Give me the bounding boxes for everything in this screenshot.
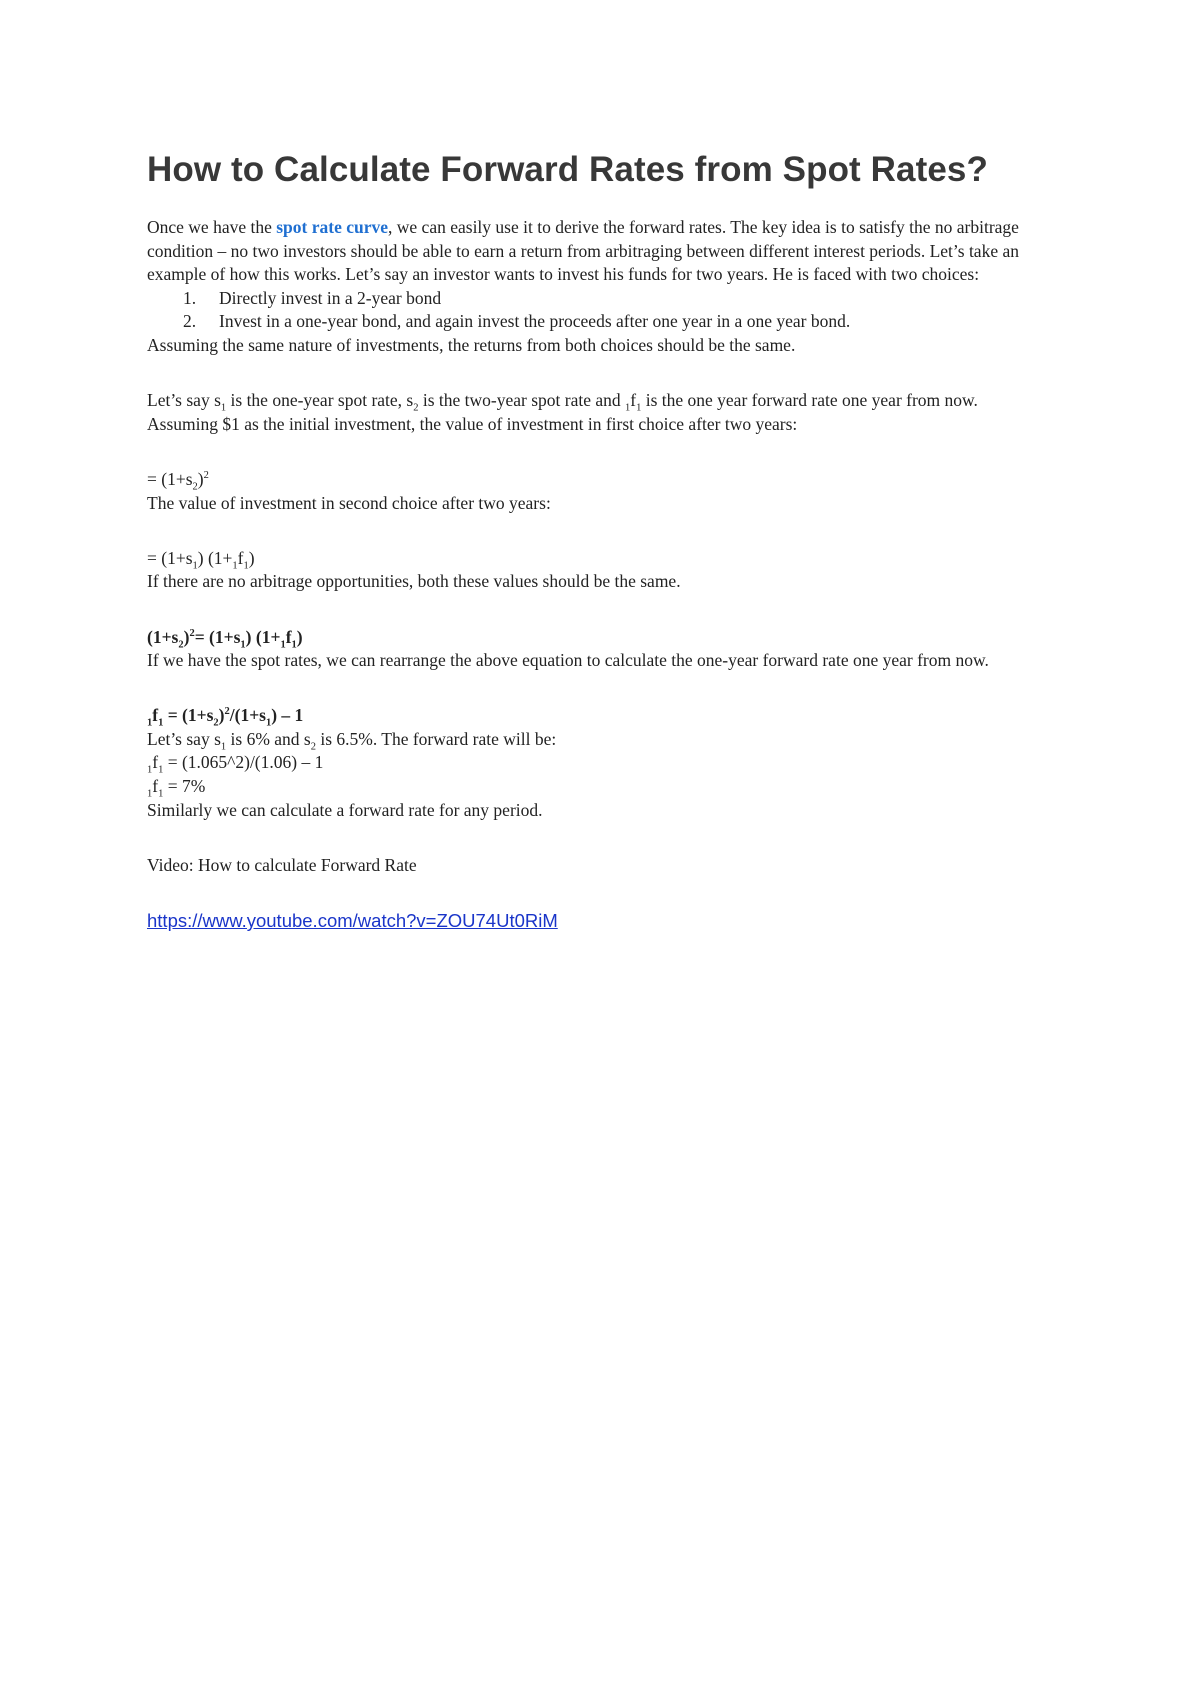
forward-rate-formula: $_1f_1 = (1+s_2)^2/(1+s_1) - 1$ bbox=[147, 705, 304, 729]
video-url-link[interactable]: https://www.youtube.com/watch?v=ZOU74Ut0RiM bbox=[147, 910, 558, 932]
no-arbitrage-paragraph: If there are no arbitrage opportunities, both these values should be the same. bbox=[147, 571, 681, 592]
calculation-line: $_1f_1$ = (1.065^2)/(1.06) – 1 bbox=[147, 752, 324, 776]
second-choice-label: The value of investment in second choice after two years: bbox=[147, 492, 551, 513]
assumption-paragraph: Assuming the same nature of investments, the returns from both choices should be the same. bbox=[147, 334, 796, 355]
list-item-text: Directly invest in a 2-year bond bbox=[219, 287, 442, 308]
formula-first-choice: = $(1+s_2)^2$ bbox=[147, 468, 209, 493]
intro-paragraph bbox=[147, 216, 1077, 287]
list-item-text: Invest in a one-year bond, and again invest the proceeds after one year in a one year bond. bbox=[219, 311, 851, 332]
list-number: 1. bbox=[183, 287, 197, 308]
video-label: Video: How to calculate Forward Rate bbox=[147, 854, 417, 875]
intro-after-link: , we can easily use it to derive the forward rates. The key idea is to satisfy the no arbitrage condition – no two investors should be able to earn a return from arbitraging between different interest periods. Let’s take an example of how this works. Let’s say an investor wants to invest his funds for two years. He is faced with two choices: bbox=[147, 217, 1019, 285]
video-url-paragraph bbox=[147, 909, 1077, 934]
example-intro-paragraph: Let’s say $s_1$ is 6% and $s_2$ is 6.5%. The forward rate will be: bbox=[147, 728, 557, 753]
definitions-paragraph: Let’s say $s_1$ is the one-year spot rate, $s_2$ is the two-year spot rate and $_1f_1$ is the one year forward rate one year from now. bbox=[147, 390, 978, 414]
initial-investment-paragraph: Assuming $1 as the initial investment, the value of investment in first choice after two years: bbox=[147, 413, 798, 434]
list-item bbox=[147, 287, 1077, 311]
spot-rate-curve-link[interactable]: spot rate curve bbox=[276, 217, 389, 237]
result-line: $_1f_1 = 7\%$ bbox=[147, 776, 206, 800]
article-body bbox=[147, 216, 1077, 934]
equality-formula: $(1+s_2)^2= (1+s_1)$ $(1+_1f_1)$ bbox=[147, 626, 303, 650]
list-item bbox=[147, 310, 1077, 334]
formula-second-choice: = $(1+s_1)$ $(1+_1f_1)$ bbox=[147, 547, 255, 572]
intro-before-link: Once we have the bbox=[147, 217, 277, 237]
rearrange-paragraph: If we have the spot rates, we can rearrange the above equation to calculate the one-year forward rate one year from now. bbox=[147, 650, 989, 671]
choices-list bbox=[147, 287, 1077, 334]
page-title: How to Calculate Forward Rates from Spot Rates? bbox=[147, 150, 988, 189]
similarly-paragraph: Similarly we can calculate a forward rate for any period. bbox=[147, 799, 543, 820]
list-number: 2. bbox=[183, 311, 197, 332]
